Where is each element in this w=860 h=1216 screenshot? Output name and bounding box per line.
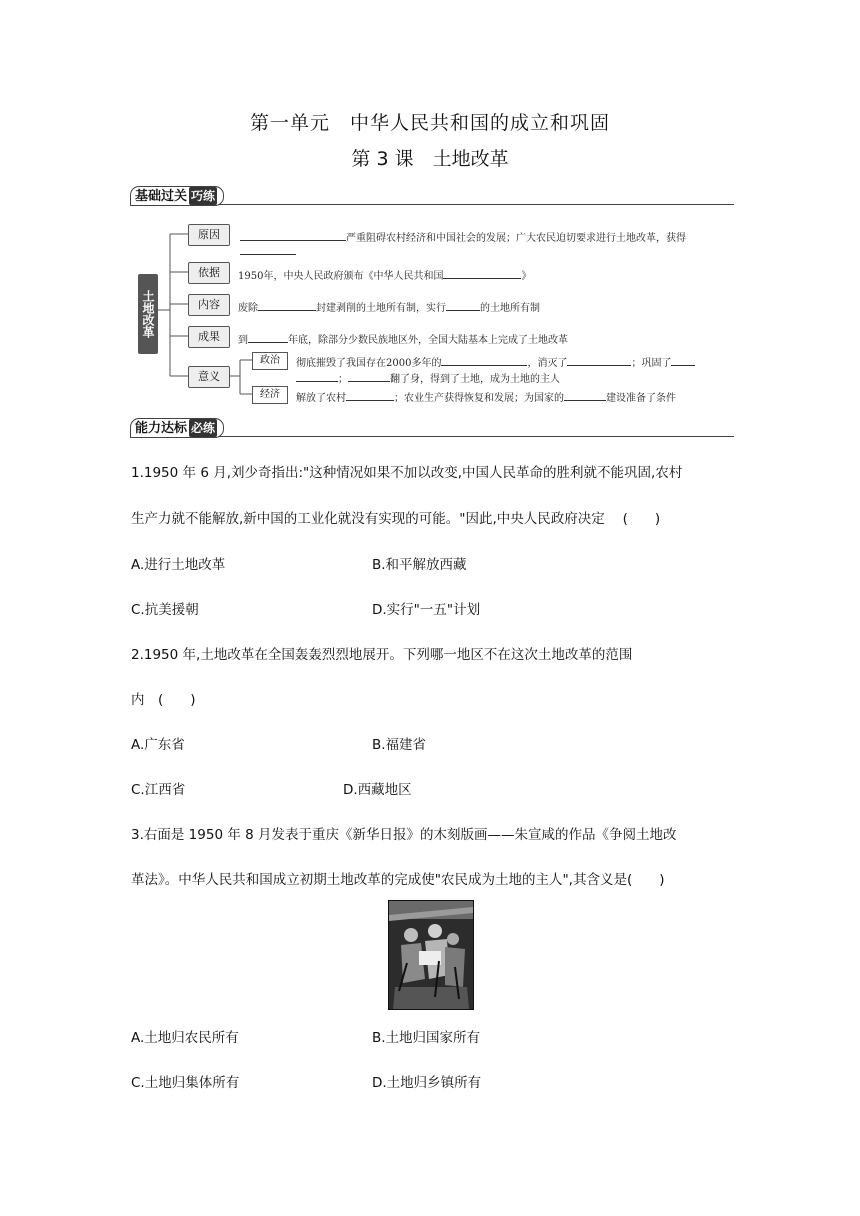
blank[interactable] xyxy=(567,356,631,366)
question-3-option-d[interactable]: D.土地归乡镇所有 xyxy=(372,1075,482,1091)
question-1-option-a[interactable]: A.进行土地改革 xyxy=(131,557,226,573)
content-text xyxy=(238,299,540,314)
political-a: 彻底摧毁了我国存在2000多年的 xyxy=(296,358,442,369)
blank[interactable] xyxy=(671,356,695,366)
question-2-line1: 2.1950 年,土地改革在全国轰轰烈烈地展开。下列哪一地区不在这次土地改革的范围 xyxy=(131,647,633,663)
blank[interactable] xyxy=(564,391,606,401)
question-2-option-d[interactable]: D.西藏地区 xyxy=(343,782,412,798)
political-b: ，消灭了 xyxy=(527,358,568,369)
lesson-title: 第 3 课 土地改革 xyxy=(351,148,509,170)
blank[interactable] xyxy=(248,333,288,343)
section-ability-badge: 必练 xyxy=(191,421,216,435)
question-3-option-c[interactable]: C.土地归集体所有 xyxy=(131,1075,240,1091)
blank[interactable] xyxy=(296,372,338,382)
woodcut-image xyxy=(388,900,474,1010)
sub-economic: 经济 xyxy=(252,386,288,404)
content-b: 封建剥削的土地所有制，实行 xyxy=(316,303,446,314)
section-ability-tag xyxy=(130,418,224,438)
mind-map xyxy=(130,212,730,408)
basis-close: 》 xyxy=(521,271,532,282)
blank[interactable] xyxy=(258,301,316,311)
result-a: 到 xyxy=(238,335,248,346)
content-a: 废除 xyxy=(238,303,258,314)
question-3-line2: 革法》。中华人民共和国成立初期土地改革的完成使"农民成为土地的主人",其含义是( ) xyxy=(131,872,665,888)
section-divider xyxy=(130,204,734,205)
question-1-option-b[interactable]: B.和平解放西藏 xyxy=(372,557,467,573)
result-b: 年底，除部分少数民族地区外，全国大陆基本上完成了土地改革 xyxy=(288,335,568,346)
economic-line xyxy=(296,389,676,404)
economic-b: ；农业生产获得恢复和发展；为国家的 xyxy=(394,393,564,404)
section-basic-bar xyxy=(130,186,734,208)
blank[interactable] xyxy=(346,391,394,401)
political-line1 xyxy=(296,354,695,369)
unit-title: 第一单元 中华人民共和国的成立和巩固 xyxy=(249,112,610,134)
question-3-option-a[interactable]: A.土地归农民所有 xyxy=(131,1030,239,1046)
woodcut-illustration xyxy=(389,901,473,1009)
question-1-option-d[interactable]: D.实行"一五"计划 xyxy=(372,602,481,618)
section-ability-label: 能力达标 xyxy=(135,421,188,436)
basis-text xyxy=(238,267,531,282)
section-ability-bar xyxy=(130,418,734,440)
political-e: 翻了身，得到了土地，成为土地的主人 xyxy=(390,374,560,385)
blank[interactable] xyxy=(443,269,521,279)
mind-map-root: 土地改革 xyxy=(138,274,158,354)
political-d: ； xyxy=(338,374,348,385)
sub-political: 政治 xyxy=(252,352,288,370)
political-c: ；巩固了 xyxy=(631,358,672,369)
section-divider xyxy=(130,436,734,437)
economic-c: 建设准备了条件 xyxy=(606,393,676,404)
blank[interactable] xyxy=(240,245,296,255)
branch-basis: 依据 xyxy=(188,262,230,284)
branch-content: 内容 xyxy=(188,294,230,316)
blank[interactable] xyxy=(240,231,346,241)
result-text xyxy=(238,331,568,346)
question-3-option-b[interactable]: B.土地归国家所有 xyxy=(372,1030,481,1046)
question-2-option-c[interactable]: C.江西省 xyxy=(131,782,186,798)
question-1-line1: 1.1950 年 6 月,刘少奇指出:"这种情况如果不加以改变,中国人民革命的胜利就不能巩固,农村 xyxy=(131,465,683,481)
branch-significance: 意义 xyxy=(188,366,230,388)
question-2-option-b[interactable]: B.福建省 xyxy=(372,737,427,753)
cause-text-line2 xyxy=(240,245,296,258)
economic-a: 解放了农村 xyxy=(296,393,346,404)
section-basic-label: 基础过关 xyxy=(135,189,188,204)
question-1-option-c[interactable]: C.抗美援朝 xyxy=(131,602,199,618)
question-2-line2: 内 ( ) xyxy=(131,692,196,708)
section-basic-badge: 巧练 xyxy=(191,189,216,203)
blank[interactable] xyxy=(446,301,480,311)
basis-desc: 1950年，中央人民政府颁布《中华人民共和国 xyxy=(238,271,444,282)
political-line2 xyxy=(296,370,560,385)
question-1-line2: 生产力就不能解放,新中国的工业化就没有实现的可能。"因此,中央人民政府决定 ( ) xyxy=(131,511,661,527)
cause-text xyxy=(240,229,686,244)
blank[interactable] xyxy=(348,372,390,382)
content-c: 的土地所有制 xyxy=(480,303,540,314)
section-basic-tag xyxy=(130,186,224,206)
blank[interactable] xyxy=(441,356,527,366)
branch-cause: 原因 xyxy=(188,224,230,246)
question-3-line1: 3.右面是 1950 年 8 月发表于重庆《新华日报》的木刻版画——朱宣咸的作品《争阅土地改 xyxy=(131,827,677,843)
cause-desc: 严重阻碍农村经济和中国社会的发展；广大农民迫切要求进行土地改革，获得 xyxy=(346,233,686,244)
branch-result: 成果 xyxy=(188,326,230,348)
question-2-option-a[interactable]: A.广东省 xyxy=(131,737,185,753)
